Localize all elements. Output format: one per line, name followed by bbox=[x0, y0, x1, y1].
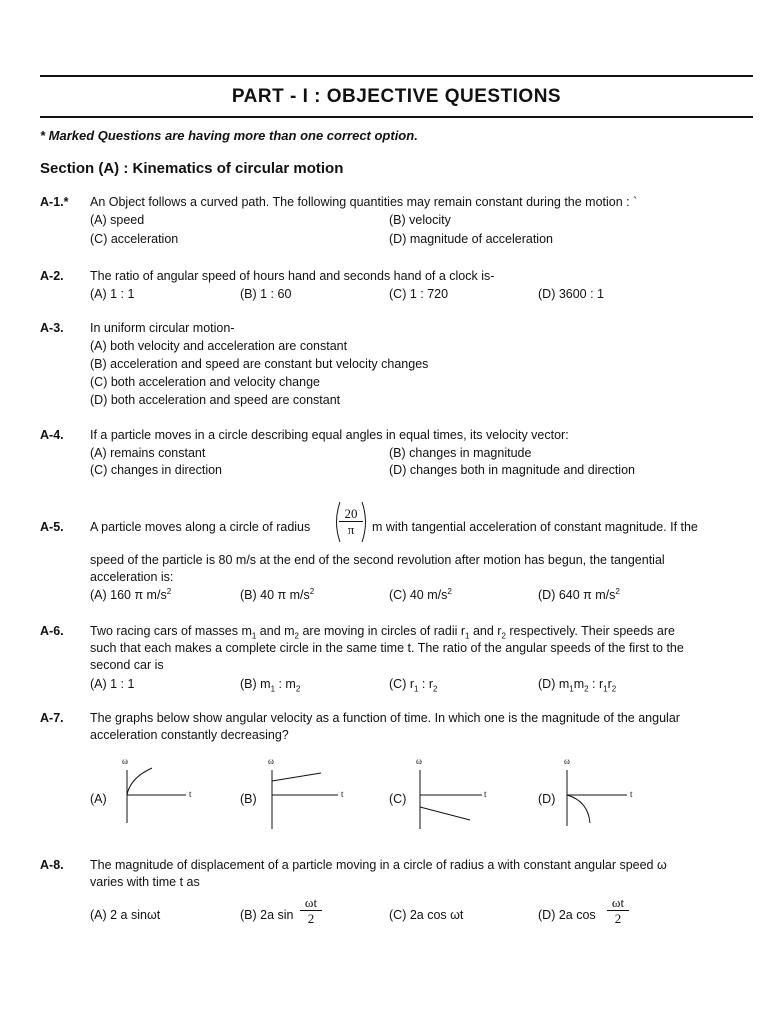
omega-label: ω bbox=[268, 756, 274, 766]
question-text: acceleration constantly decreasing? bbox=[90, 728, 289, 742]
option-d: (D) both acceleration and speed are constant bbox=[90, 393, 341, 407]
question-number: A-2. bbox=[40, 269, 64, 283]
page-title: PART - I : OBJECTIVE QUESTIONS bbox=[231, 86, 562, 107]
fraction-numerator: 20 bbox=[339, 506, 363, 522]
option-c: (C) 2a cos ωt bbox=[389, 908, 464, 922]
question-number: A-4. bbox=[40, 428, 64, 442]
marked-note: * Marked Questions are having more than one correct option. bbox=[40, 128, 418, 143]
option-d: (D) bbox=[538, 792, 556, 806]
exponent: 2 bbox=[615, 587, 620, 596]
question-text: Two racing cars of masses $m_1$ and $m_2$ are moving in circles of radii $r_1$ and $r_2$ respectively. Their speeds are bbox=[90, 624, 675, 641]
question-text: A particle moves along a circle of radius bbox=[90, 520, 311, 534]
question-text: such that each makes a complete circle in the same time t. The ratio of the angular speeds of the first to the bbox=[90, 641, 684, 655]
exponent: 2 bbox=[166, 587, 172, 596]
question-text: The magnitude of displacement of a particle moving in a circle of radius a with constant angular speed ω bbox=[90, 858, 667, 872]
omega-label: ω bbox=[564, 756, 570, 766]
question-text: An Object follows a curved path. The following quantities may remain constant during the motion : ` bbox=[90, 195, 638, 209]
t-label: t bbox=[630, 789, 633, 799]
question-text: m with tangential acceleration of constant magnitude. If the bbox=[372, 520, 698, 534]
option-c: (C) $r_1$ : $r_2$ bbox=[389, 677, 438, 694]
option-c: (C) 1 : 720 bbox=[389, 287, 449, 301]
section-heading: Section (A) : Kinematics of circular motion bbox=[40, 160, 344, 177]
option-text: (B) 40 π m/s bbox=[240, 588, 310, 603]
t-label: t bbox=[484, 789, 487, 799]
question-number: A-5. bbox=[40, 520, 64, 534]
option-b: (B) $m_1$ : $m_2$ bbox=[240, 677, 301, 694]
question-text: speed of the particle is 80 m/s at the end of the second revolution after motion has begun, the tangential bbox=[90, 553, 665, 567]
option-b: (B) 1 : 60 bbox=[240, 287, 292, 301]
option-d: (D) 2a cos bbox=[538, 908, 596, 922]
option-a: (A) speed bbox=[90, 213, 145, 227]
question-text: The ratio of angular speed of hours hand and seconds hand of a clock is- bbox=[90, 269, 495, 283]
option-a: (A) bbox=[90, 792, 107, 806]
question-text: acceleration is: bbox=[90, 570, 174, 584]
option-a: (A) 2 a sinωt bbox=[90, 908, 161, 922]
omega-label: ω bbox=[416, 756, 422, 766]
question-number: A-1.* bbox=[40, 195, 69, 209]
t-label: t bbox=[341, 789, 344, 799]
question-number: A-8. bbox=[40, 858, 64, 872]
option-b: (B) velocity bbox=[389, 213, 451, 227]
question-text: The graphs below show angular velocity as a function of time. In which one is the magnitude of the angular bbox=[90, 711, 680, 725]
option-d-fraction bbox=[607, 895, 629, 926]
question-number: A-6. bbox=[40, 624, 64, 638]
question-text: In uniform circular motion- bbox=[90, 321, 235, 335]
option-b: (B) acceleration and speed are constant but velocity changes bbox=[90, 357, 429, 371]
option-b: (B) bbox=[240, 792, 257, 806]
question-text: varies with time t as bbox=[90, 875, 200, 889]
option-c: (C) both acceleration and velocity change bbox=[90, 375, 320, 389]
fraction-denominator: 2 bbox=[307, 911, 315, 926]
option-text: (D) 640 π m/s bbox=[538, 588, 616, 603]
option-a: (A) both velocity and acceleration are constant bbox=[90, 339, 348, 353]
option-b-fraction bbox=[300, 895, 322, 926]
question-text: second car is bbox=[90, 658, 164, 672]
option-a: (A) 1 : 1 bbox=[90, 677, 135, 691]
fraction-denominator: 2 bbox=[614, 911, 622, 926]
fraction-numerator: ωt bbox=[300, 895, 322, 911]
option-a: (A) 1 : 1 bbox=[90, 287, 135, 301]
option-d: (D) changes both in magnitude and direction bbox=[389, 463, 635, 477]
exponent: 2 bbox=[309, 587, 315, 596]
t-label: t bbox=[189, 789, 192, 799]
option-c: (C) bbox=[389, 792, 407, 806]
option-text: (A) 160 π m/s bbox=[90, 588, 167, 603]
fraction-numerator: ωt bbox=[607, 895, 629, 911]
question-number: A-7. bbox=[40, 711, 64, 725]
option-d: (D) magnitude of acceleration bbox=[389, 232, 553, 246]
option-b: (B) 2a sin bbox=[240, 908, 294, 922]
question-text: If a particle moves in a circle describing equal angles in equal times, its velocity vector: bbox=[90, 428, 569, 442]
fraction-denominator: π bbox=[347, 522, 355, 537]
option-d: (D) $m_1m_2$ : $r_1r_2$ bbox=[538, 677, 617, 694]
option-b: (B) changes in magnitude bbox=[389, 446, 532, 460]
option-c: (C) acceleration bbox=[90, 232, 179, 246]
question-number: A-3. bbox=[40, 321, 64, 335]
option-text: (C) 40 m/s bbox=[389, 588, 448, 603]
omega-label: ω bbox=[122, 756, 128, 766]
option-a: (A) remains constant bbox=[90, 446, 206, 460]
option-c: (C) changes in direction bbox=[90, 463, 223, 477]
option-d: (D) 3600 : 1 bbox=[538, 287, 605, 301]
exponent: 2 bbox=[447, 587, 452, 596]
